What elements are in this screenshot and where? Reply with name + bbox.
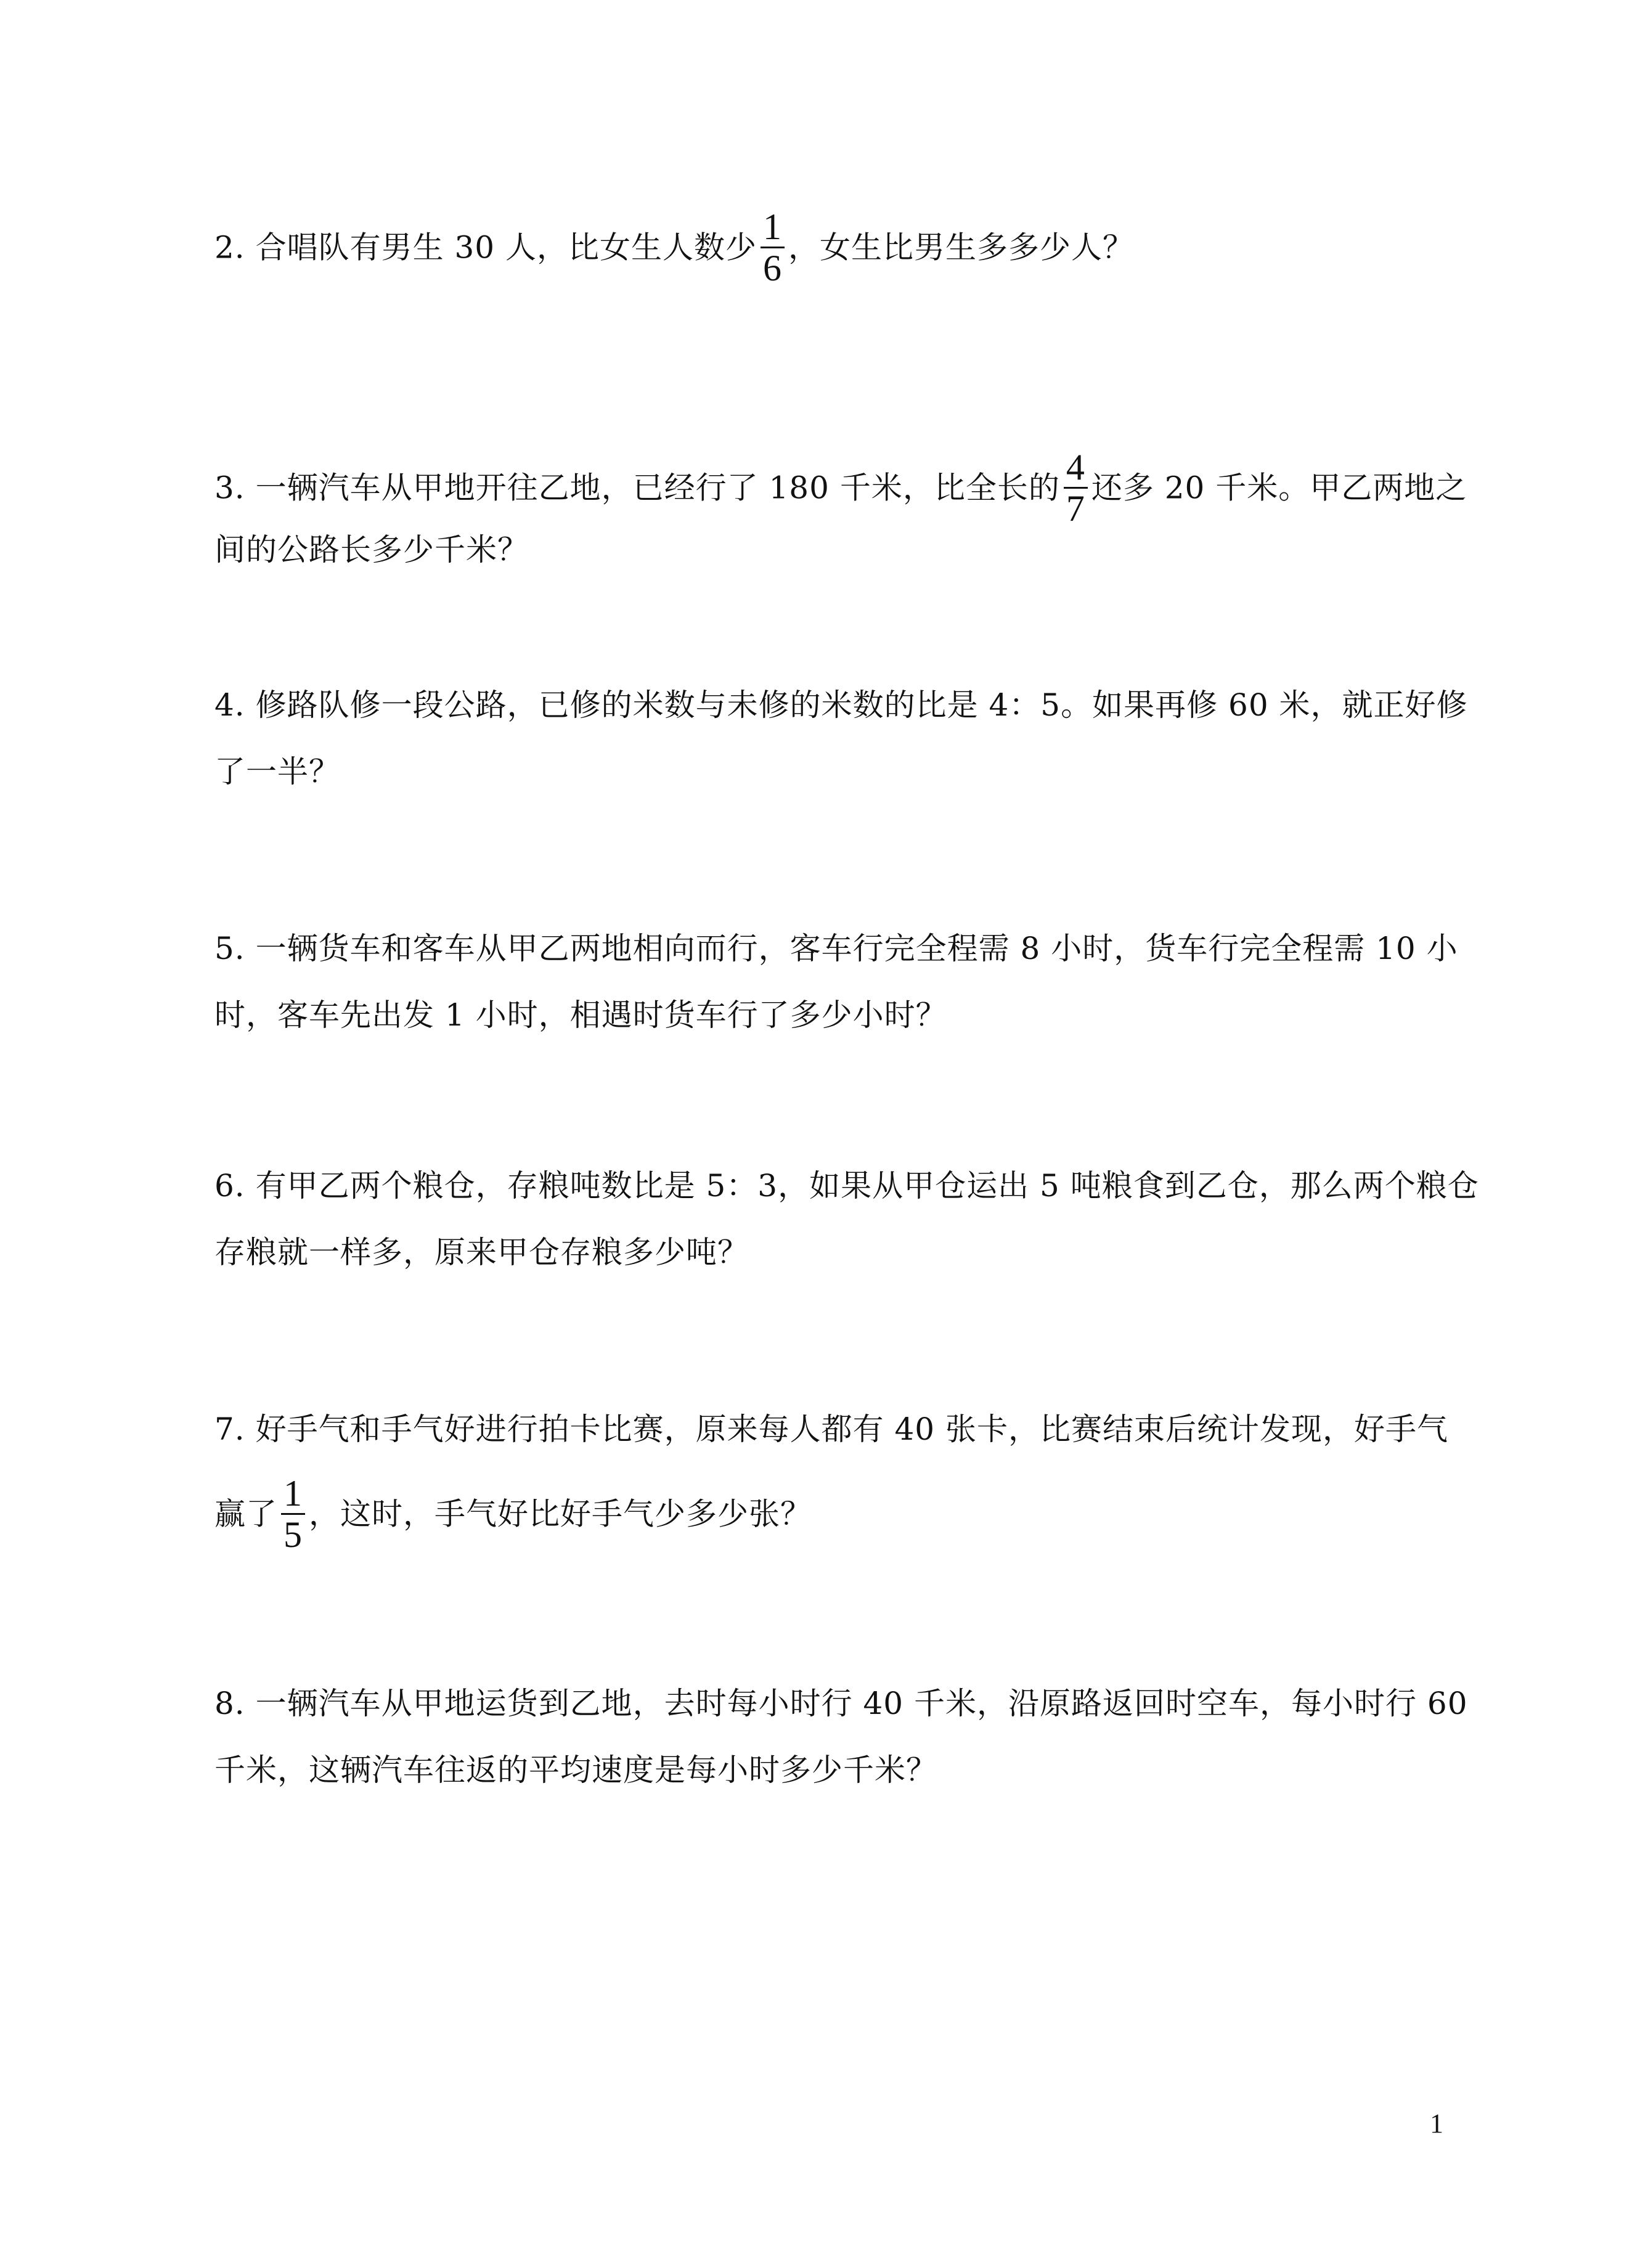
problem-3 bbox=[214, 447, 1467, 583]
fraction-one-sixth bbox=[761, 207, 785, 288]
fraction-denominator: 7 bbox=[1066, 488, 1085, 529]
page-number: 1 bbox=[1430, 2108, 1443, 2139]
problem-3-text-b: 还多 20 千米。甲乙两地之 bbox=[1091, 470, 1467, 506]
fraction-numerator: 1 bbox=[761, 207, 785, 248]
problem-7-line-1: 7. 好手气和手气好进行拍卡比赛，原来每人都有 40 张卡，比赛结束后统计发现，好手气 bbox=[214, 1411, 1449, 1447]
problem-2-text-b: ，女生比男生多多少人？ bbox=[788, 229, 1135, 266]
problem-3-text-a: 3. 一辆汽车从甲地开往乙地，已经行了 180 千米，比全长的 bbox=[214, 470, 1060, 506]
problem-3-line-2: 间的公路长多少千米？ bbox=[214, 532, 529, 568]
problem-5 bbox=[214, 915, 1458, 1048]
problem-2-text-a: 2. 合唱队有男生 30 人，比女生人数少 bbox=[214, 229, 757, 266]
fraction-numerator: 1 bbox=[281, 1474, 305, 1515]
problem-8-line-1: 8. 一辆汽车从甲地运货到乙地，去时每小时行 40 千米，沿原路返回时空车，每小时行 60 bbox=[214, 1686, 1468, 1721]
problem-4 bbox=[214, 672, 1468, 805]
fraction-four-sevenths bbox=[1064, 447, 1088, 528]
problem-4-line-1: 4. 修路队修一段公路，已修的米数与未修的米数的比是 4：5。如果再修 60 米，就正好修 bbox=[214, 687, 1468, 723]
problem-7-text-a: 赢了 bbox=[214, 1496, 277, 1532]
problem-8 bbox=[214, 1670, 1468, 1803]
problem-5-line-2: 时，客车先出发 1 小时，相遇时货车行了多少小时？ bbox=[214, 997, 947, 1033]
fraction-one-fifth bbox=[281, 1474, 305, 1554]
fraction-numerator: 4 bbox=[1064, 447, 1088, 489]
problem-2 bbox=[214, 206, 1441, 288]
problem-5-line-1: 5. 一辆货车和客车从甲乙两地相向而行，客车行完全程需 8 小时，货车行完全程需 10 小 bbox=[214, 931, 1458, 966]
problem-6-line-2: 存粮就一样多，原来甲仓存粮多少吨？ bbox=[214, 1234, 749, 1270]
problem-4-line-2: 了一半？ bbox=[214, 754, 340, 789]
problem-2-line-1 bbox=[214, 206, 1441, 288]
problem-6-line-1: 6. 有甲乙两个粮仓，存粮吨数比是 5：3，如果从甲仓运出 5 吨粮食到乙仓，那么两个粮仓 bbox=[214, 1168, 1479, 1204]
problem-8-line-2: 千米，这辆汽车往返的平均速度是每小时多少千米？ bbox=[214, 1752, 937, 1788]
problem-6 bbox=[214, 1152, 1479, 1286]
fraction-denominator: 5 bbox=[284, 1514, 303, 1555]
problem-7-text-b: ，这时，手气好比好手气少多少张？ bbox=[309, 1496, 812, 1532]
problem-7 bbox=[214, 1396, 1449, 1555]
problem-3-line-1 bbox=[214, 447, 1467, 529]
fraction-denominator: 6 bbox=[763, 248, 783, 288]
problem-7-line-2 bbox=[214, 1473, 1441, 1555]
